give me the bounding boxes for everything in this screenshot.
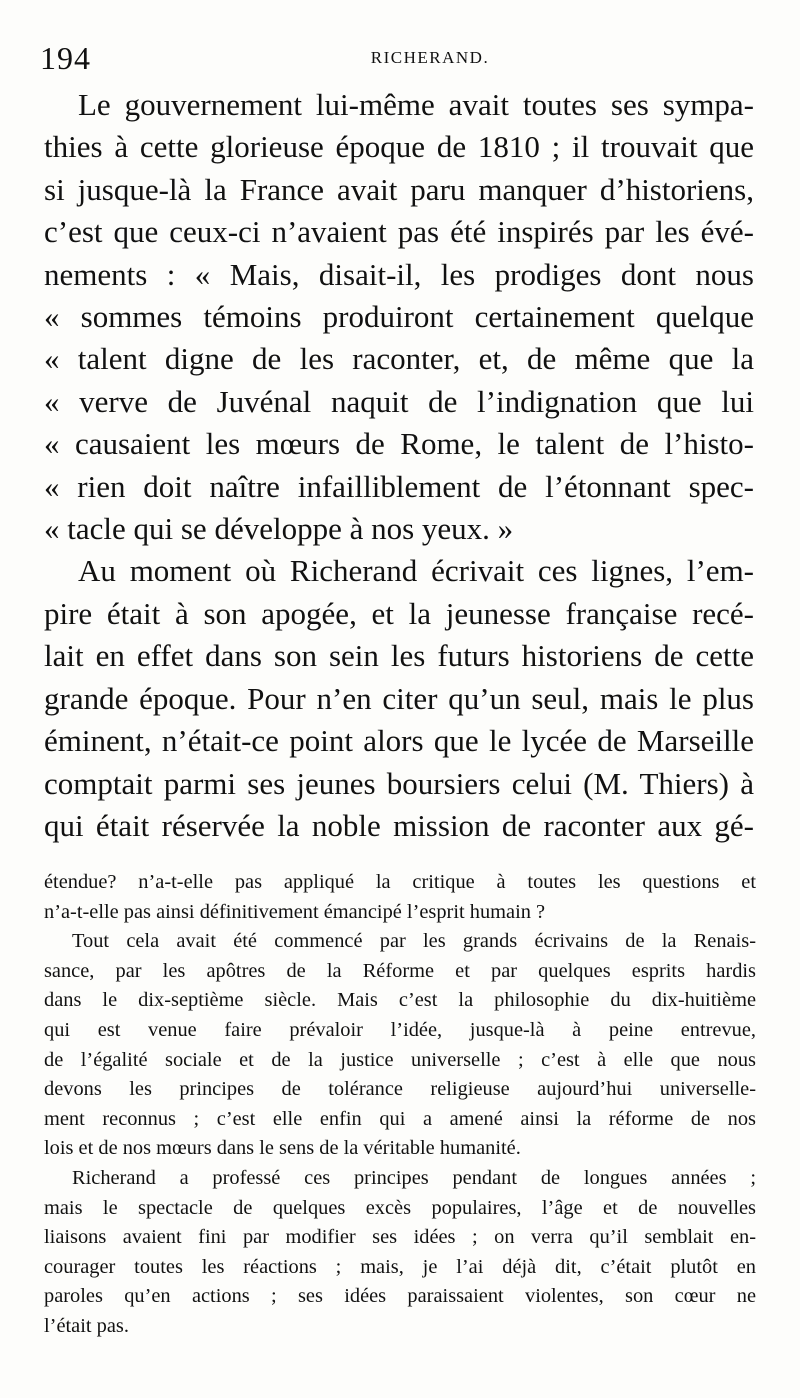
note-line: ment reconnus ; c’est elle enfin qui a amené ainsi la réforme de nos <box>44 1107 756 1130</box>
main-body-text <box>44 84 754 847</box>
note-line: mais le spectacle de quelques excès populaires, l’âge et de nouvelles <box>44 1196 756 1219</box>
body-line: qui était réservée la noble mission de raconter aux gé- <box>44 807 754 843</box>
note-line: l’était pas. <box>44 1314 129 1337</box>
note-line: qui est venue faire prévaloir l’idée, jusque-là à peine entrevue, <box>44 1018 756 1041</box>
note-line: étendue? n’a-t-elle pas appliqué la critique à toutes les questions et <box>44 871 756 893</box>
quote-line: « causaient les mœurs de Rome, le talent de l’histo- <box>44 426 754 462</box>
quote-line: « sommes témoins produiront certainement quelque <box>44 299 754 335</box>
body-line: grande époque. Pour n’en citer qu’un seul, mais le plus <box>44 680 754 716</box>
note-line: courager toutes les réactions ; mais, je l’ai déjà dit, c’était plutôt en <box>44 1255 756 1278</box>
footnote-text <box>44 868 756 1342</box>
note-line: dans le dix-septième siècle. Mais c’est la philosophie du dix-huitième <box>44 989 756 1012</box>
note-line: Tout cela avait été commencé par les grands écrivains de la Renais- <box>72 930 756 953</box>
note-line: paroles qu’en actions ; ses idées paraissaient violentes, son cœur ne <box>44 1285 756 1308</box>
body-line: nements : « Mais, disait-il, les prodiges dont nous <box>44 256 754 292</box>
quote-line: « tacle qui se développe à nos yeux. » <box>44 511 514 547</box>
page-header <box>40 38 760 78</box>
body-line: éminent, n’était-ce point alors que le lycée de Marseille <box>44 723 754 759</box>
note-line: de l’égalité sociale et de la justice universelle ; c’est à elle que nous <box>44 1048 756 1071</box>
note-line: Richerand a professé ces principes pendant de longues années ; <box>72 1166 756 1189</box>
body-line: comptait parmi ses jeunes boursiers celui (M. Thiers) à <box>44 765 754 801</box>
page-number: 194 <box>40 40 91 76</box>
running-head: RICHERAND. <box>370 48 490 67</box>
quote-line: « rien doit naître infailliblement de l’étonnant spec- <box>44 468 754 504</box>
body-line: lait en effet dans son sein les futurs historiens de cette <box>44 638 754 674</box>
note-line: sance, par les apôtres de la Réforme et par quelques esprits hardis <box>44 959 756 982</box>
body-line: Le gouvernement lui-même avait toutes ses sympa- <box>78 87 754 122</box>
body-line: pire était à son apogée, et la jeunesse française recé- <box>44 595 754 631</box>
quote-line: « verve de Juvénal naquit de l’indignation que lui <box>44 383 754 419</box>
body-line: Au moment où Richerand écrivait ces lignes, l’em- <box>78 553 754 589</box>
body-line: c’est que ceux-ci n’avaient pas été inspirés par les évé- <box>44 214 754 250</box>
note-line: lois et de nos mœurs dans le sens de la véritable humanité. <box>44 1137 521 1160</box>
note-line: n’a-t-elle pas ainsi définitivement émancipé l’esprit humain ? <box>44 900 546 923</box>
note-line: devons les principes de tolérance religieuse aujourd’hui universelle- <box>44 1078 756 1101</box>
note-line: liaisons avaient fini par modifier ses idées ; on verra qu’il semblait en- <box>44 1226 756 1249</box>
body-line: si jusque-là la France avait paru manquer d’historiens, <box>44 171 754 207</box>
body-line: thies à cette glorieuse époque de 1810 ; il trouvait que <box>44 129 754 165</box>
quote-line: « talent digne de les raconter, et, de même que la <box>44 341 754 377</box>
